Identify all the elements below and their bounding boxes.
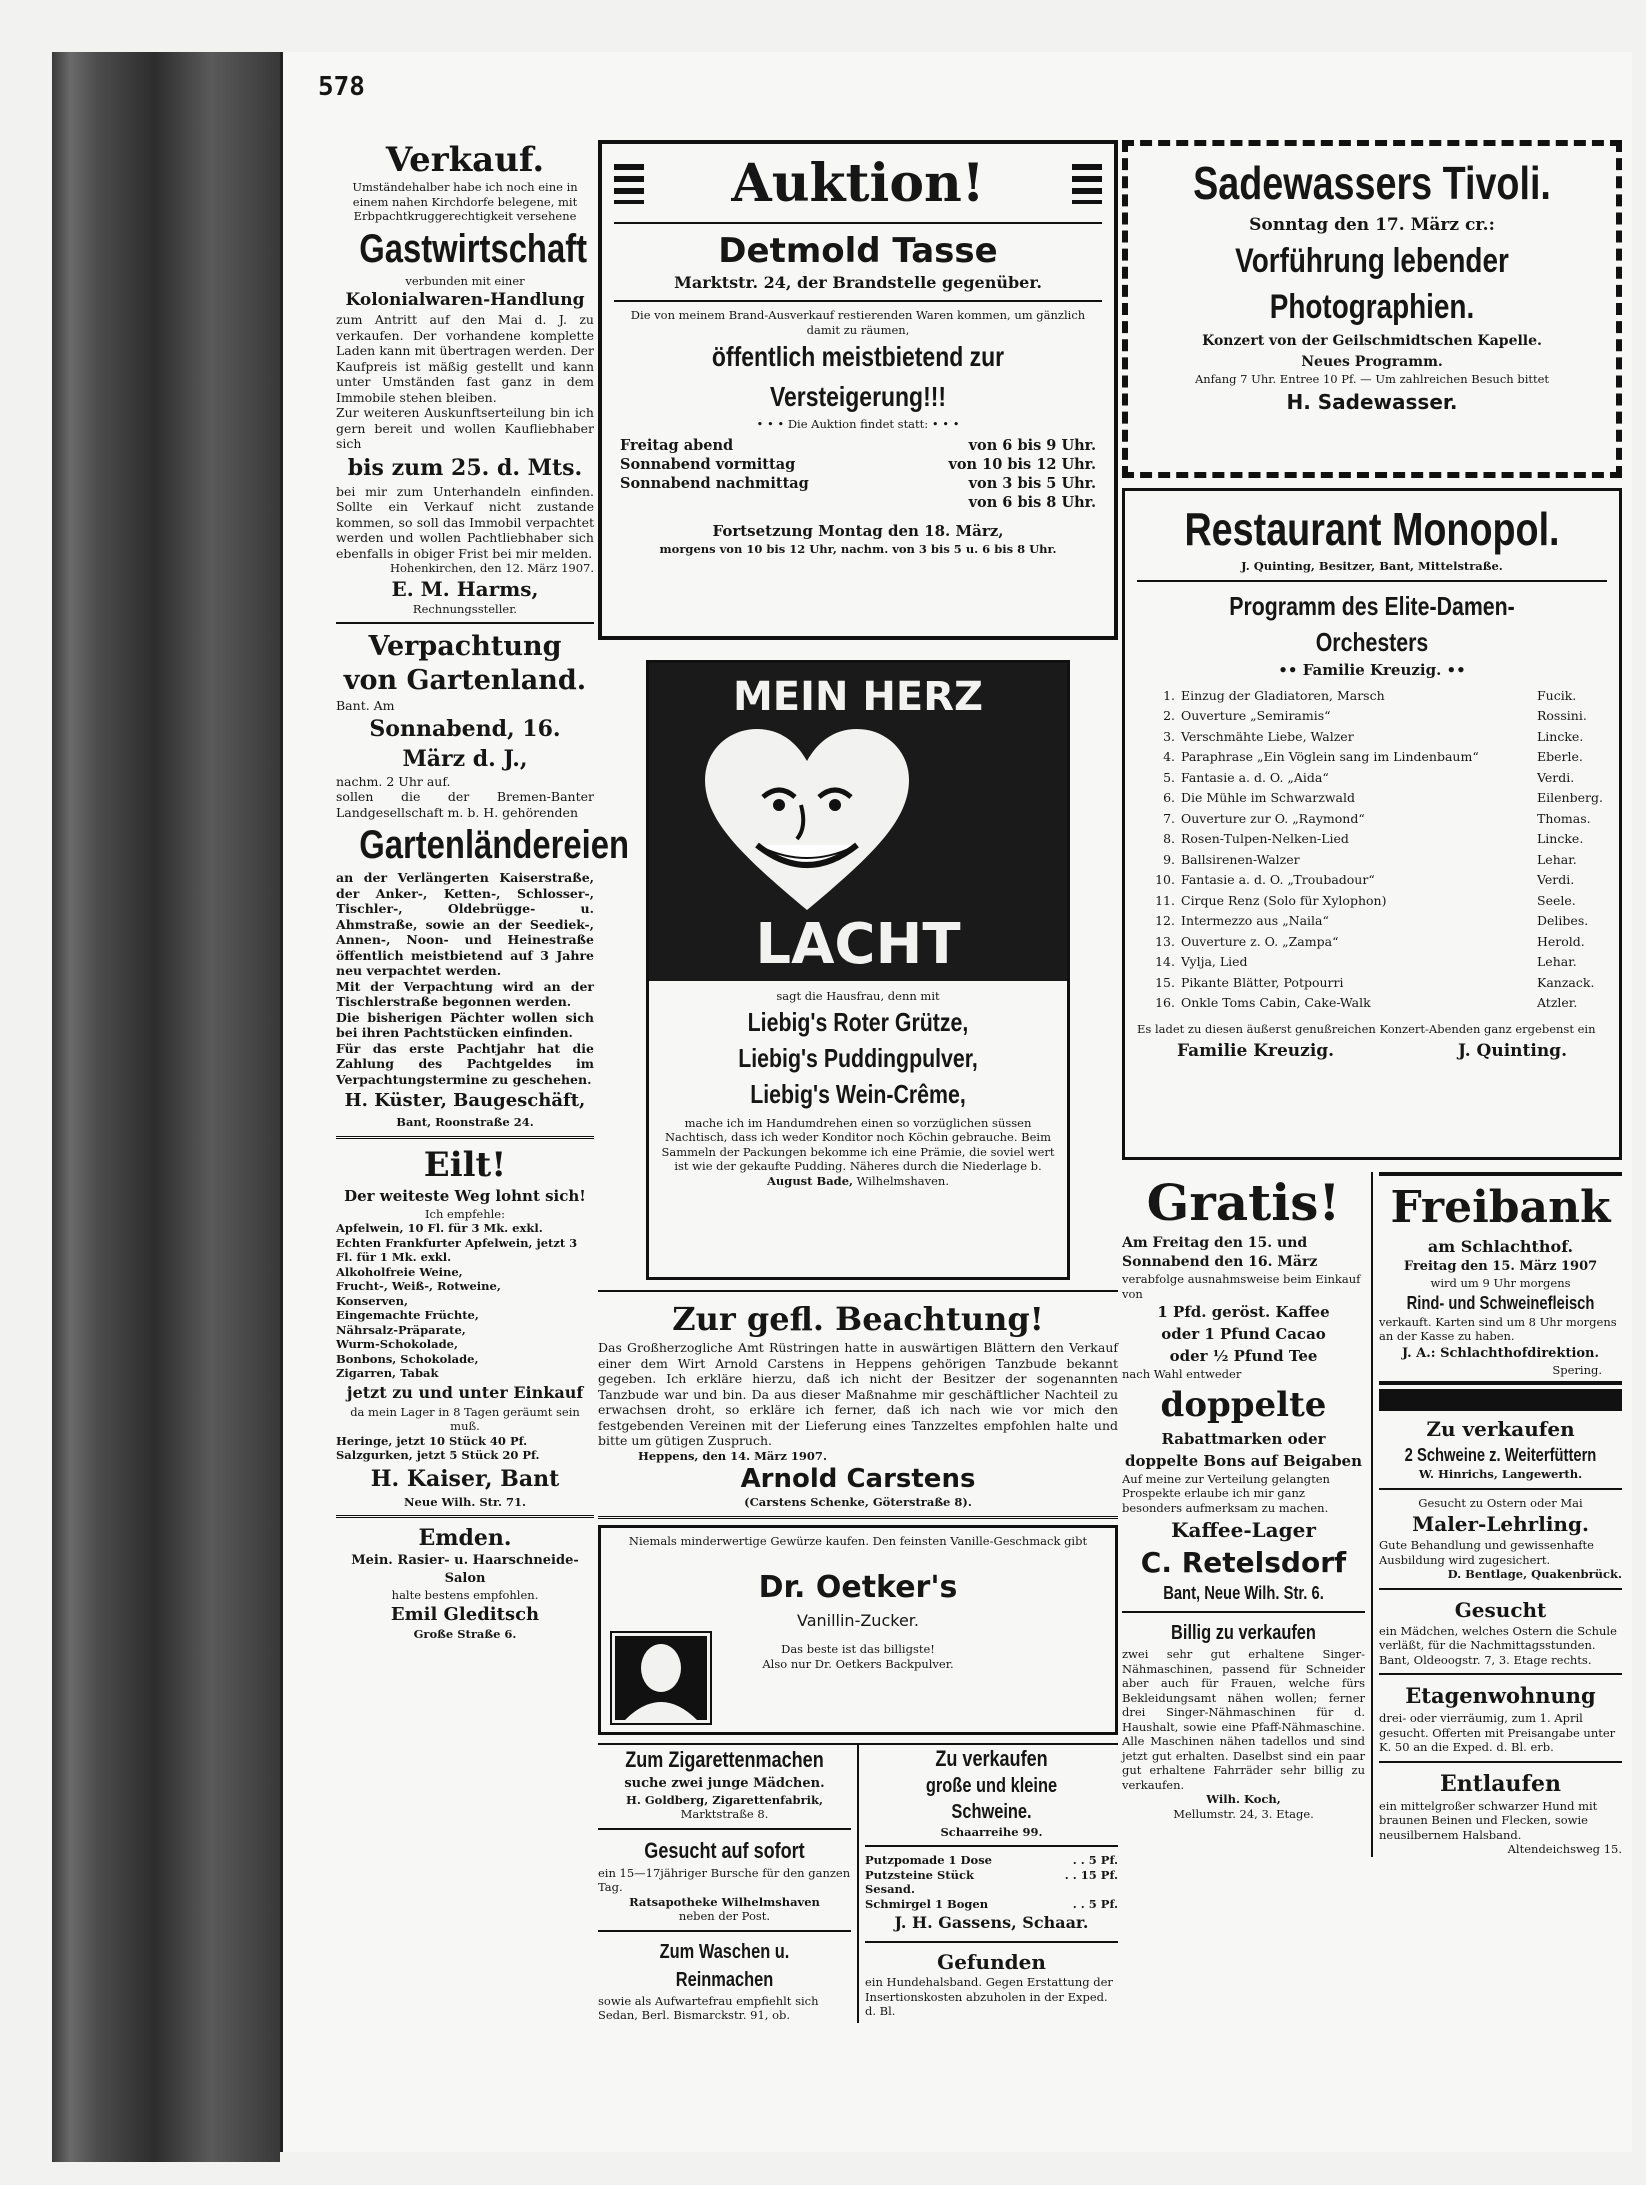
program-item <box>1137 727 1607 748</box>
ad-title: Billig zu verkaufen <box>1171 1622 1316 1644</box>
price-item: Putzpomade 1 Dose <box>865 1853 992 1867</box>
column-left <box>336 140 630 2095</box>
program-title: Rosen-Tulpen-Nelken-Lied <box>1181 831 1349 846</box>
product-name: Liebig's Wein-Crême, <box>750 1078 966 1109</box>
program-number: 13. <box>1155 933 1175 949</box>
ad-title: Eilt! <box>423 1144 507 1185</box>
ad-headline: Vorführung lebender Photographien. <box>1235 242 1509 326</box>
ad-signer: Ratsapotheke Wilhelmshaven <box>629 1894 820 1909</box>
ad-signer: J. H. Gassens, Schaar. <box>894 1913 1089 1932</box>
program-composer: Kanzack. <box>1537 974 1595 990</box>
program-number: 5. <box>1163 769 1175 785</box>
ad-title: Etagenwohnung <box>1405 1683 1596 1708</box>
ad-text: Konzert von der Geilschmidtschen Kapelle. <box>1202 333 1542 349</box>
ad-text: Auf meine zur Verteilung gelangten Prospekte erlaube ich mir ganz besonders aufmerksam zu machen. <box>1122 1471 1330 1515</box>
ad-emden <box>336 1524 594 1641</box>
ad-title: Auktion! <box>731 153 985 214</box>
price-list <box>865 1853 1118 1911</box>
program-composer: Lincke. <box>1537 831 1584 846</box>
price-row <box>865 1853 1118 1868</box>
ad-eilt <box>336 1145 594 1510</box>
program-composer: Delibes. <box>1537 913 1589 928</box>
ad-title: Zum Waschen u. Reinmachen <box>659 1940 790 1991</box>
ad-slogan: Also nur Dr. Oetkers Backpulver. <box>762 1656 954 1671</box>
program-title: Cirque Renz (Solo für Xylophon) <box>1181 892 1387 908</box>
program-item <box>1137 809 1607 830</box>
ad-address: Schaarreihe 99. <box>940 1824 1043 1839</box>
ad-date: Am Freitag den 15. und Sonnabend den 16. März <box>1122 1235 1318 1270</box>
ad-text: halte bestens empfohlen. <box>391 1588 539 1602</box>
ad-gratis <box>1122 1172 1365 1605</box>
program-number: 12. <box>1155 913 1175 928</box>
ad-title: Restaurant Monopol. <box>1184 503 1560 555</box>
list-item: Zigarren, Tabak <box>336 1366 439 1380</box>
ad-signer: Familie Kreuzig. <box>1177 1041 1335 1061</box>
program-title: Ouverture „Semiramis“ <box>1181 708 1331 723</box>
list-item: Frucht-, Weiß-, Rotweine, <box>336 1279 501 1293</box>
ad-signer: J. Quinting. <box>1457 1041 1567 1061</box>
ad-title: Sadewassers Tivoli. <box>1193 157 1551 209</box>
ad-waschen <box>598 1938 851 2023</box>
ad-text: zwei sehr gut erhaltene Singer-Nähmaschinen, passend für Schneider aber auch für Frauen, welche fürs Bekleidungsamt nähen wollen; ferner drei Singer-Nähmaschinen für d. Haushalt, sowie eine Pfaff-Nähmaschine. Alle Maschinen nähen tadellos und sind jetzt gut erhalten. Daselbst sind ein paar gut erhaltene Fahrräder sehr billig zu verkaufen. <box>1122 1647 1365 1792</box>
program-item <box>1137 891 1607 912</box>
ad-text: Es ladet zu diesen äußerst genußreichen Konzert-Abenden ganz ergebenst ein <box>1137 1021 1596 1036</box>
price-value: . . 5 Pf. <box>1072 1896 1118 1911</box>
program-item <box>1137 706 1607 727</box>
program-list <box>1137 686 1607 1014</box>
ad-offer: oder 1 Pfund Cacao <box>1161 1325 1326 1343</box>
ad-title: große und kleine Schweine. <box>925 1774 1058 1823</box>
ad-text: Fortsetzung Montag den 18. März, <box>712 521 1004 540</box>
program-item <box>1137 993 1607 1014</box>
ad-title: Verkauf. <box>385 140 545 180</box>
program-title: Onkle Toms Cabin, Cake-Walk <box>1181 995 1371 1010</box>
program-item <box>1137 911 1607 932</box>
list-item: Konserven, <box>336 1293 408 1308</box>
program-composer: Lincke. <box>1537 728 1584 744</box>
ad-headline: 2 Schweine z. Weiterfüttern <box>1404 1445 1597 1465</box>
ad-address: Bant, Neue Wilh. Str. 6. <box>1163 1583 1324 1603</box>
ad-signer: Emil Gleditsch <box>390 1603 540 1625</box>
ad-address: Marktstr. 24, der Brandstelle gegenüber. <box>674 273 1042 292</box>
ad-text: Bant. Am <box>336 698 395 713</box>
program-composer: Eilenberg. <box>1537 790 1603 805</box>
ad-title: Gefunden <box>937 1950 1046 1974</box>
schedule-time: von 3 bis 5 Uhr. <box>968 474 1096 492</box>
program-number: 3. <box>1163 728 1175 744</box>
program-item <box>1137 973 1607 994</box>
ad-address: Bant, Roonstraße 24. <box>396 1115 534 1129</box>
ad-verkauf <box>336 140 594 616</box>
program-number: 8. <box>1163 831 1175 846</box>
column-right <box>1122 140 1622 2095</box>
ad-price: Salzgurken, jetzt 5 Stück 20 Pf. <box>336 1448 540 1462</box>
ad-signer: Arnold Carstens <box>740 1464 976 1494</box>
price-row <box>865 1897 1118 1912</box>
ad-date: Sonntag den 17. März cr.: <box>1249 215 1495 235</box>
product-name: Liebig's Roter Grütze, <box>747 1006 969 1037</box>
ad-title: Verpachtung <box>368 631 562 662</box>
price-row <box>865 1882 1118 1897</box>
program-composer: Lehar. <box>1537 954 1577 969</box>
ad-subheadline: am Schlachthof. <box>1427 1237 1574 1256</box>
ad-text: Rabattmarken oder <box>1161 1429 1326 1448</box>
ad-headline: Gastwirtschaft <box>359 226 588 271</box>
ad-schweine <box>865 1745 1118 1840</box>
program-item <box>1137 747 1607 768</box>
schedule-day: Sonnabend vormittag <box>620 455 796 473</box>
liebig-banner <box>649 663 1067 981</box>
liebig-top-text: MEIN HERZ <box>732 674 984 720</box>
black-rule <box>1379 1389 1622 1411</box>
ad-text: drei- oder vierräumig, zum 1. April gesucht. Offerten mit Preisangabe unter K. 50 an die Exped. d. Bl. erb. <box>1379 1711 1616 1754</box>
ad-gassens <box>865 1853 1118 1935</box>
ad-text: Kaffee-Lager <box>1171 1518 1316 1542</box>
schedule-time: von 10 bis 12 Uhr. <box>948 455 1096 473</box>
program-composer: Herold. <box>1537 933 1585 949</box>
ad-text: ein mittelgroßer schwarzer Hund mit braunen Beinen und Flecken, sowie neusilbernem Halsband. <box>1379 1798 1598 1842</box>
program-item <box>1137 686 1607 707</box>
schedule-time: von 6 bis 9 Uhr. <box>968 436 1096 454</box>
ad-verpachtung <box>336 630 630 1130</box>
program-title: Fantasie a. d. O. „Troubadour“ <box>1181 872 1375 887</box>
program-composer: Seele. <box>1537 892 1576 908</box>
program-composer: Verdi. <box>1537 872 1575 887</box>
ad-signer: D. Bentlage, Quakenbrück. <box>1447 1567 1622 1581</box>
ad-title: Zu verkaufen <box>1426 1417 1575 1441</box>
ad-text: zum Antritt auf den Mai d. J. zu verkaufen. Der vorhandene komplette Laden kann mit übertragen werden. Der Kaufpreis ist mäßig gestellt und kann unter Umständen fast ganz in dem Immobile stehen bleiben. <box>336 312 594 405</box>
ad-monopol <box>1122 488 1622 1160</box>
ad-date: Freitag den 15. März 1907 <box>1403 1259 1598 1274</box>
ad-text: Ich empfehle: <box>425 1206 505 1221</box>
ad-signer: H. Küster, Baugeschäft, <box>344 1090 586 1111</box>
ad-text: ein Hundehalsband. Gegen Erstattung der Insertionskosten abzuholen in der Exped. d. Bl. <box>865 1975 1113 2018</box>
ad-signer: J. A.: Schlachthofdirektion. <box>1401 1345 1600 1361</box>
ad-gesucht <box>598 1836 851 1924</box>
ad-title: Gesucht auf sofort <box>644 1837 805 1863</box>
ad-slogan: Das beste ist das billigste! <box>781 1642 935 1656</box>
ad-signer: W. Hinrichs, Langewerth. <box>1418 1467 1583 1481</box>
ad-text: sollen die der Bremen-Banter Landgesellschaft m. b. H. gehörenden <box>336 789 594 820</box>
ad-title: Maler-Lehrling. <box>1412 1512 1589 1536</box>
program-number: 15. <box>1155 974 1175 990</box>
ad-gefunden <box>865 1949 1118 2019</box>
ad-name: Dr. Oetker's <box>758 1570 958 1605</box>
program-title: Pikante Blätter, Potpourri <box>1181 974 1344 990</box>
ad-headline: Rind- und Schweinefleisch <box>1406 1292 1595 1313</box>
ad-text: an der Verlängerten Kaiserstraße, der Anker-, Ketten-, Schlosser-, Tischler-, Oldebrügge- u. Ahmstraße, sowie an der Seediek-, Annen-, Noon- und Heinestraße öffentlich meistbietend auf 3 Jahre neu verpachtet werden. <box>336 870 594 978</box>
ad-price: Heringe, jetzt 10 Stück 40 Pf. <box>336 1433 528 1448</box>
ad-text: • • • Die Auktion findet statt: • • • <box>756 417 960 431</box>
program-composer: Rossini. <box>1537 708 1587 723</box>
list-item: Eingemachte Früchte, <box>336 1308 479 1322</box>
price-item: Sesand. <box>865 1882 915 1896</box>
list-item: Nährsalz-Präparate, <box>336 1322 466 1337</box>
ad-offer: 1 Pfd. geröst. Kaffee <box>1157 1303 1330 1321</box>
program-item <box>1137 952 1607 973</box>
program-item <box>1137 870 1607 891</box>
ad-role: Rechnungssteller. <box>412 601 518 616</box>
ad-text: Zur weiteren Auskunftserteilung bin ich gern bereit und wollen Kaufliebhaber sich <box>336 405 594 451</box>
ad-zu-verkaufen <box>1379 1415 1622 1482</box>
liebig-bottom-text: LACHT <box>755 912 961 977</box>
ad-address: Altendeichsweg 15. <box>1507 1842 1622 1856</box>
ad-date: Sonnabend, 16. März d. J., <box>369 715 561 772</box>
price-value: . . 5 Pf. <box>1072 1853 1118 1867</box>
ad-text: da mein Lager in 8 Tagen geräumt sein muß. <box>350 1404 580 1433</box>
ad-headline: doppelte <box>1160 1384 1327 1425</box>
product-list <box>336 1221 594 1381</box>
program-title: Fantasie a. d. O. „Aida“ <box>1181 769 1329 785</box>
ad-text: suche zwei junge Mädchen. <box>624 1775 825 1791</box>
ad-text: ein 15—17jähriger Bursche für den ganzen Tag. <box>598 1865 851 1894</box>
ad-liebig <box>646 660 1070 1280</box>
ad-text: Die bisherigen Pächter wollen sich bei ihren Pachtstücken einfinden. <box>336 1009 594 1040</box>
ad-etagenwohnung <box>1379 1681 1622 1755</box>
ad-text: wird um 9 Uhr morgens <box>1430 1276 1571 1290</box>
ad-signer: Wilh. Koch, <box>1206 1792 1281 1806</box>
product-name: Vanillin-Zucker. <box>797 1611 919 1630</box>
ad-maedchen <box>1379 1596 1622 1668</box>
ad-headline: öffentlich meistbietend zur Versteigerung!!! <box>711 341 1005 412</box>
column-middle <box>598 140 1118 2095</box>
program-composer: Lehar. <box>1537 851 1577 867</box>
ad-text: verabfolge ausnahmsweise beim Einkauf von <box>1122 1272 1361 1301</box>
schedule-row <box>620 455 1096 474</box>
ad-address: Mellumstr. 24, 3. Etage. <box>1173 1806 1314 1821</box>
ad-text: nachm. 2 Uhr auf. <box>336 773 451 789</box>
ad-signer: C. Retelsdorf <box>1140 1546 1347 1579</box>
schedule-row <box>620 436 1096 455</box>
program-item <box>1137 768 1607 789</box>
program-title: Verschmähte Liebe, Walzer <box>1181 728 1354 744</box>
ad-text: mache ich im Handumdrehen einen so vorzüglichen süssen Nachtisch, dass ich weder Konditor noch Köchin gebrauche. Beim Sammeln der Packungen bekomme ich eine Prämie, die soviel wert ist wie der gekaufte Pudding. Näheres durch die Niederlage b. August Bade, Wilhelmshaven. <box>661 1115 1055 1188</box>
ad-text: Gute Behandlung und gewissenhafte Ausbildung wird zugesichert. <box>1379 1538 1594 1567</box>
ad-subheadline: Der weiteste Weg lohnt sich! <box>344 1186 586 1205</box>
ad-signer: H. Kaiser, Bant <box>370 1465 560 1492</box>
ad-signer: H. Goldberg, Zigarettenfabrik, <box>625 1792 823 1807</box>
ad-text: J. Quinting, Besitzer, Bant, Mittelstraße. <box>1241 559 1503 573</box>
program-number: 1. <box>1163 687 1175 703</box>
program-title: Ouverture z. O. „Zampa“ <box>1181 933 1339 949</box>
program-title: Paraphrase „Ein Vöglein sang im Lindenbaum“ <box>1181 749 1479 764</box>
program-number: 7. <box>1163 810 1175 826</box>
ad-address: neben der Post. <box>678 1909 771 1923</box>
program-title: Ouverture zur O. „Raymond“ <box>1181 810 1365 826</box>
ad-title: Emden. <box>418 1525 512 1551</box>
program-number: 9. <box>1163 851 1175 867</box>
program-composer: Thomas. <box>1537 810 1591 826</box>
ad-headline: Gartenländereien <box>359 823 630 867</box>
ad-subheadline: Mein. Rasier- u. Haarschneide-Salon <box>351 1553 579 1586</box>
ad-title: Zum Zigarettenmachen <box>625 1746 824 1772</box>
program-title: Vylja, Lied <box>1181 954 1248 969</box>
program-number: 6. <box>1163 790 1175 805</box>
book-spine <box>52 52 280 2162</box>
ad-title: von Gartenland. <box>343 665 587 696</box>
program-title: Die Mühle im Schwarzwald <box>1181 790 1355 805</box>
ad-text: ein Mädchen, welches Ostern die Schule verläßt, für die Nachmittagsstunden. Bant, Oldeoogstr. 7, 3. Etage rechts. <box>1379 1623 1617 1667</box>
ad-text: sagt die Hausfrau, denn mit <box>776 989 940 1003</box>
ad-text: bei mir zum Unterhandeln einfinden. Sollte ein Verkauf nicht zustande kommen, so soll das Immobil verpachtet werden und wollen Pachtliebhaber sich ebenfalls in obiger Frist bei mir melden. <box>336 483 594 561</box>
program-item <box>1137 932 1607 953</box>
program-number: 10. <box>1155 872 1175 887</box>
price-item: Schmirgel 1 Bogen <box>865 1896 989 1911</box>
schedule-day: Freitag abend <box>620 436 734 454</box>
ad-text: Gesucht zu Ostern oder Mai <box>1418 1495 1583 1510</box>
program-item <box>1137 829 1607 850</box>
ad-address: Neue Wilh. Str. 71. <box>404 1494 526 1509</box>
list-item: Wurm-Schokolade, <box>336 1337 458 1351</box>
ad-text: Umständehalber habe ich noch eine in einem nahen Kirchdorfe belegene, mit Erbpachtkruggerechtigkeit versehene <box>352 180 578 223</box>
price-value: . . 15 Pf. <box>1064 1867 1118 1882</box>
decor-bars-icon <box>614 164 644 204</box>
ad-text: nach Wahl entweder <box>1122 1367 1242 1381</box>
ad-text: Neues Programm. <box>1301 354 1443 370</box>
list-item: Alkoholfreie Weine, <box>336 1264 463 1279</box>
ad-title: Zu verkaufen <box>935 1745 1048 1771</box>
ad-text: Niemals minderwertige Gewürze kaufen. Den feinsten Vanille-Geschmack gibt <box>628 1533 1088 1548</box>
page-number: 578 <box>318 72 365 102</box>
ad-subheadline: Kolonialwaren-Handlung <box>345 290 585 310</box>
ad-date: Heppens, den 14. März 1907. <box>638 1448 827 1463</box>
ad-address: Große Straße 6. <box>413 1626 517 1641</box>
ad-offer: oder ½ Pfund Tee <box>1169 1347 1318 1365</box>
program-composer: Atzler. <box>1537 995 1578 1010</box>
ad-text: •• Familie Kreuzig. •• <box>1278 660 1466 679</box>
program-composer: Verdi. <box>1537 769 1575 785</box>
ad-signer: H. Sadewasser. <box>1286 389 1458 414</box>
ad-text: verkauft. Karten sind um 8 Uhr morgens an der Kasse zu haben. <box>1379 1314 1617 1343</box>
auction-schedule <box>614 432 1102 516</box>
ad-beachtung <box>598 1298 1118 1510</box>
ad-address: (Carstens Schenke, Göterstraße 8). <box>744 1495 972 1509</box>
program-number: 16. <box>1155 995 1175 1010</box>
ad-text: sowie als Aufwartefrau empfiehlt sich Sedan, Berl. Bismarckstr. 91, ob. <box>598 1993 819 2022</box>
ad-zigaretten <box>598 1745 851 1822</box>
ad-billig <box>1122 1619 1365 1821</box>
program-number: 14. <box>1155 954 1175 969</box>
ad-text: Anfang 7 Uhr. Entree 10 Pf. — Um zahlreichen Besuch bittet <box>1194 372 1550 386</box>
schedule-day: Sonnabend nachmittag <box>620 474 809 492</box>
ad-deadline: bis zum 25. d. Mts. <box>347 454 583 481</box>
ad-headline: Programm des Elite-Damen-Orchesters <box>1229 590 1515 657</box>
program-item <box>1137 788 1607 809</box>
program-composer: Eberle. <box>1537 749 1583 764</box>
price-item: Putzsteine Stück <box>865 1867 974 1882</box>
program-composer: Fucik. <box>1537 687 1577 703</box>
ad-address: Marktstraße 8. <box>680 1807 769 1821</box>
ad-text: morgens von 10 bis 12 Uhr, nachm. von 3 bis 5 u. 6 bis 8 Uhr. <box>659 541 1057 556</box>
ad-text: Für das erste Pachtjahr hat die Zahlung des Pachtgeldes im Verpachtungstermine zu geschehen. <box>336 1040 594 1087</box>
schedule-row <box>620 493 1096 512</box>
ad-text: doppelte Bons auf Beigaben <box>1124 1451 1363 1470</box>
ad-name: Detmold Tasse <box>718 231 998 271</box>
ad-text: Die von meinem Brand-Ausverkauf restierenden Waren kommen, um gänzlich damit zu räumen, <box>630 308 1086 337</box>
list-item: Bonbons, Schokolade, <box>336 1351 479 1366</box>
ad-offer: jetzt zu und unter Einkauf <box>346 1382 584 1402</box>
ad-text: verbunden mit einer <box>405 273 525 288</box>
ad-auktion <box>598 140 1118 640</box>
ad-title: Gratis! <box>1146 1173 1341 1232</box>
schedule-row <box>620 474 1096 493</box>
program-number: 4. <box>1163 749 1175 764</box>
list-item: Apfelwein, 10 Fl. für 3 Mk. exkl. <box>336 1221 543 1235</box>
ad-lehrling <box>1379 1496 1622 1582</box>
program-title: Einzug der Gladiatoren, Marsch <box>1181 687 1385 703</box>
ad-title: Freibank <box>1390 1182 1611 1233</box>
decor-bars-icon <box>1072 164 1102 204</box>
schedule-time: von 6 bis 8 Uhr. <box>968 493 1096 511</box>
ad-date: Hohenkirchen, den 12. März 1907. <box>389 561 594 575</box>
ad-signer: Spering. <box>1552 1362 1602 1377</box>
program-title: Ballsirenen-Walzer <box>1181 851 1300 867</box>
program-item <box>1137 850 1607 871</box>
program-number: 2. <box>1163 708 1175 723</box>
list-item: Echten Frankfurter Apfelwein, jetzt 3 Fl. für 1 Mk. exkl. <box>336 1235 578 1264</box>
smiling-heart-icon <box>701 725 913 915</box>
ad-oetker <box>598 1525 1118 1735</box>
price-row <box>865 1868 1118 1883</box>
ad-text: Mit der Verpachtung wird an der Tischlerstraße begonnen werden. <box>336 978 594 1009</box>
ad-title: Entlaufen <box>1440 1770 1561 1797</box>
ad-entlaufen <box>1379 1769 1622 1857</box>
ad-title: Zur gefl. Beachtung! <box>672 1300 1044 1338</box>
program-number: 11. <box>1155 892 1175 908</box>
ad-signer: E. M. Harms, <box>391 576 539 601</box>
ad-text: Das Großherzogliche Amt Rüstringen hatte in auswärtigen Blättern den Verkauf einer dem Wirt Arnold Carstens in Heppens gehörigen Tanzbude bekannt gegeben. Ich erkläre hierzu, daß ich nicht der Besitzer der sogenannten Tanzbude war und bin. Da aus dieser Maßnahme mir geschäftlicher Nachteil zu erwachsen droht, so erkläre ich ferner, daß ich nach wie vor mich den festgebenden Vereinen mit der Lieferung eines Tanzzeltes empfohlen halte und bitte um gütigen Zuspruch. <box>598 1340 1118 1448</box>
ad-freibank <box>1379 1172 1622 1385</box>
ad-tivoli <box>1122 140 1622 478</box>
program-title: Intermezzo aus „Naila“ <box>1181 913 1329 928</box>
product-name: Liebig's Puddingpulver, <box>738 1042 978 1073</box>
portrait-icon <box>611 1632 711 1724</box>
ad-title: Gesucht <box>1454 1597 1547 1622</box>
ad-signers <box>1137 1036 1607 1066</box>
